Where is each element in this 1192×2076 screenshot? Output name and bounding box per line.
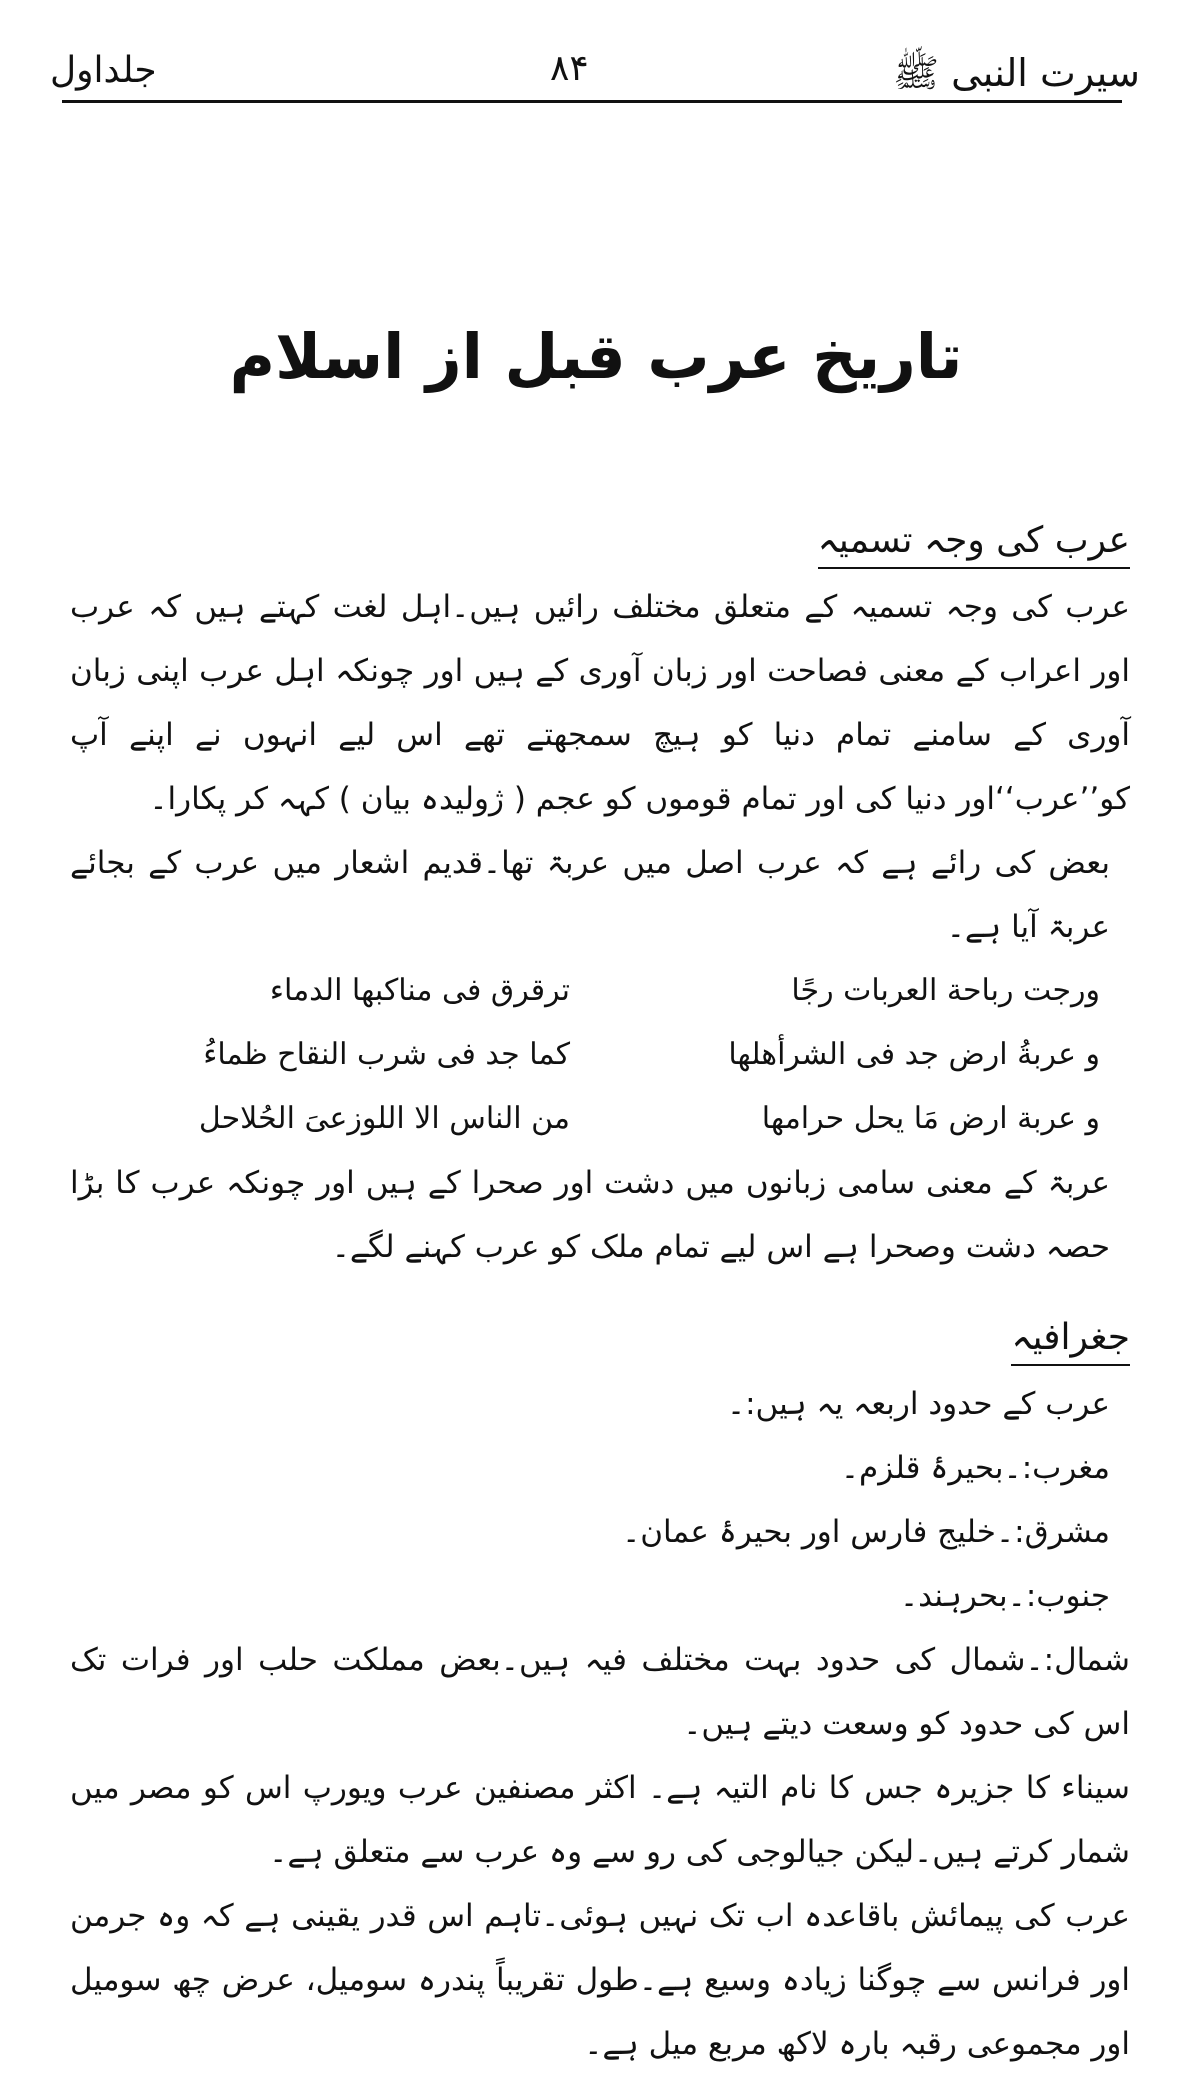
verse-line — [70, 959, 1130, 1023]
verse-hemistich-second: من الناس الا اللوزعیَ الحُلاحل — [198, 1101, 570, 1136]
boundaries-intro: عرب کے حدود اربعہ یہ ہیں:۔ — [726, 1386, 1110, 1422]
verse-hemistich-second: کما جد فی شرب النقاح ظماءُ — [203, 1037, 570, 1072]
verse-hemistich-first: و عربةُ ارض جد فی الشرأهلها — [728, 1037, 1100, 1072]
section-geography — [70, 1307, 1130, 2076]
running-header — [50, 40, 1140, 100]
section-spacer — [70, 1279, 1130, 1307]
paragraph-sinai: سیناء کا جزیرہ جس کا نام التیہ ہے۔ اکثر مصنفین عرب ویورپ اس کو مصر میں شمار کرتے ہیں۔لیکن جیالوجی کی رو سے وہ عرب سے متعلق ہے۔ — [70, 1770, 1130, 1870]
verse-line — [70, 1023, 1130, 1087]
page-number: ۸۴ — [550, 48, 589, 89]
boundary-east: مشرق:۔خلیج فارس اور بحیرۂ عمان۔ — [622, 1514, 1110, 1550]
section-naming — [70, 510, 1130, 1279]
book-title: سیرت النبی ﷺ — [893, 51, 1140, 95]
verse-line — [70, 1087, 1130, 1151]
boundary-north: شمال:۔شمال کی حدود بہت مختلف فیہ ہیں۔بعض مملکت حلب اور فرات تک اس کی حدود کو وسعت دیتے ہیں۔ — [70, 1642, 1130, 1742]
boundary-west: مغرب:۔بحیرۂ قلزم۔ — [840, 1450, 1110, 1486]
section-heading-naming: عرب کی وجہ تسمیہ — [818, 515, 1130, 569]
chapter-title: تاریخ عرب قبل از اسلام — [229, 320, 963, 393]
verse-hemistich-second: ترقرق فی مناکبها الدماء — [269, 973, 570, 1008]
paragraph-arabah-meaning: عربۃ کے معنی سامی زبانوں میں دشت اور صحرا کے ہیں اور چونکہ عرب کا بڑا حصہ دشت وصحرا ہے اس لیے تمام ملک کو عرب کہنے لگے۔ — [70, 1165, 1110, 1265]
boundary-south: جنوب:۔بحرہند۔ — [899, 1578, 1110, 1614]
header-rule — [62, 100, 1122, 103]
section-heading-geography: جغرافیہ — [1011, 1312, 1130, 1366]
verse-hemistich-first: و عربة ارض مَا يحل حرامها — [761, 1101, 1100, 1136]
volume-label: جلداول — [50, 50, 157, 91]
verse-hemistich-first: ورجت رباحة العربات رجًا — [791, 973, 1100, 1008]
paragraph-area: عرب کی پیمائش باقاعدہ اب تک نہیں ہوئی۔تاہم اس قدر یقینی ہے کہ وہ جرمن اور فرانس سے چوگنا زیادہ وسیع ہے۔طول تقریباً پندرہ سومیل، عرض چھ سومیل اور مجموعی رقبہ بارہ لاکھ مربع میل ہے۔ — [70, 1898, 1130, 2062]
paragraph-arabah: بعض کی رائے ہے کہ عرب اصل میں عربۃ تھا۔قدیم اشعار میں عرب کے بجائے عربۃ آیا ہے۔ — [70, 845, 1110, 945]
paragraph-naming-origin: عرب کی وجہ تسمیہ کے متعلق مختلف رائیں ہیں۔اہل لغت کہتے ہیں کہ عرب اور اعراب کے معنی فصاحت اور زبان آوری کے ہیں اور چونکہ اہل عرب اپنی زبان آوری کے سامنے تمام دنیا کو ہیچ سمجھتے تھے اس لیے انہوں نے اپنے آپ کو’’عرب‘‘اور دنیا کی اور تمام قوموں کو عجم ( ژولیدہ بیان ) کہہ کر پکارا۔ — [70, 589, 1130, 817]
page-body — [70, 510, 1130, 2076]
